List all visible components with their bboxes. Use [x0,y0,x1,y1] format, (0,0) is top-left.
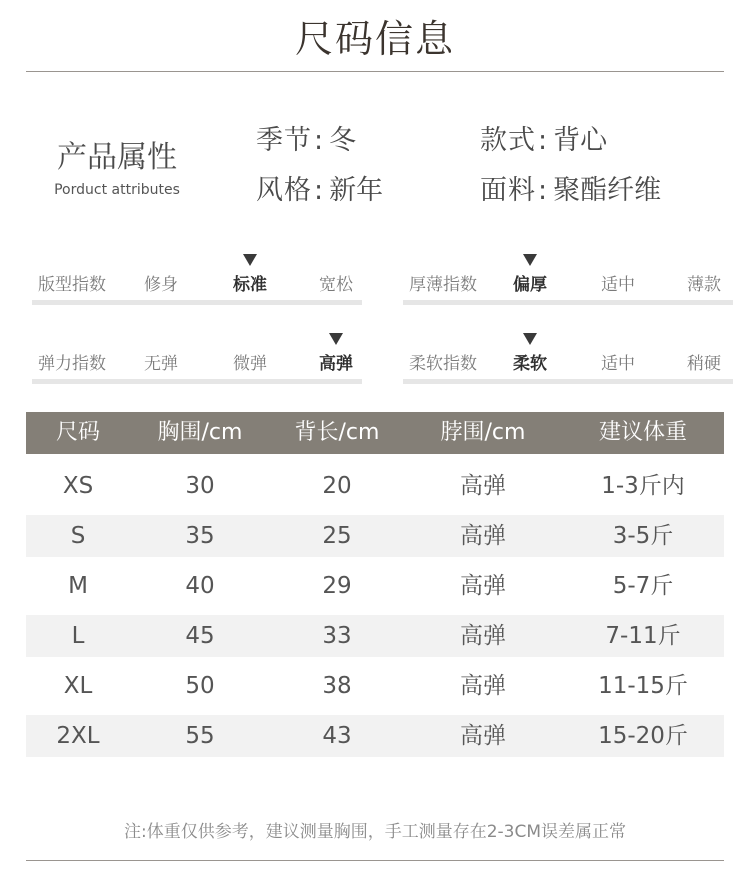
footnote: 注:体重仅供参考，建议测量胸围，手工测量存在2-3CM误差属正常 [123,822,627,842]
scale-softness-bar [403,379,733,384]
scale-elasticity-bar [32,379,362,384]
cell-back-length: 25 [322,523,352,549]
scale-fit-option: 宽松 [319,275,353,295]
cell-back-length: 33 [322,623,352,649]
scale-elasticity-option: 微弹 [233,354,267,374]
attr-fabric-value: 聚酯纤维 [553,175,662,206]
cell-neck: 高弹 [460,573,506,599]
header-weight: 建议体重 [598,420,687,445]
size-table-header [26,412,724,454]
selected-marker-icon [243,254,257,266]
scale-thickness-option: 适中 [601,275,635,295]
header-chest: 胸围/cm [157,420,243,445]
scale-elasticity [32,333,362,403]
scale-fit-option-selected: 标准 [233,275,267,295]
attributes-heading: 产品属性 [57,140,177,175]
attr-fashion: 风格: 新年 [256,175,384,206]
cell-size: M [68,573,88,599]
cell-chest: 40 [185,573,215,599]
scale-thickness-option: 薄款 [687,275,721,295]
attr-fabric: 面料: 聚酯纤维 [480,175,662,206]
attr-fashion-key: 风格 [256,175,312,206]
cell-size: L [71,623,85,649]
cell-neck: 高弹 [460,723,506,749]
header-neck: 脖围/cm [440,420,526,445]
cell-neck: 高弹 [460,523,506,549]
cell-back-length: 38 [322,673,352,699]
cell-size: 2XL [56,723,100,749]
header-size: 尺码 [55,420,100,445]
scale-softness-label: 柔软指数 [409,354,477,374]
scale-thickness [403,254,733,324]
table-row [26,465,724,507]
attr-fabric-key: 面料 [480,175,536,206]
scale-thickness-option-selected: 偏厚 [513,275,547,295]
cell-neck: 高弹 [460,623,506,649]
scale-thickness-label: 厚薄指数 [409,275,477,295]
cell-weight: 11-15斤 [598,673,688,699]
attr-season-value: 冬 [329,125,357,156]
table-row [26,665,724,707]
table-row [26,515,724,557]
table-row [26,715,724,757]
scale-softness-option: 稍硬 [687,354,721,374]
attr-season-key: 季节 [256,125,312,156]
attr-season: 季节: 冬 [256,125,357,156]
attr-fashion-value: 新年 [329,175,384,206]
scale-fit-label: 版型指数 [38,275,106,295]
cell-back-length: 43 [322,723,352,749]
scale-elasticity-label: 弹力指数 [38,354,106,374]
selected-marker-icon [523,254,537,266]
scale-elasticity-option: 无弹 [144,354,178,374]
cell-size: XL [63,673,93,699]
scale-fit [32,254,362,324]
cell-back-length: 29 [322,573,352,599]
cell-chest: 45 [185,623,215,649]
cell-neck: 高弹 [460,473,506,499]
selected-marker-icon [329,333,343,345]
table-row [26,615,724,657]
cell-chest: 55 [185,723,215,749]
attr-style-key: 款式 [480,125,536,156]
cell-weight: 3-5斤 [612,523,674,549]
cell-weight: 5-7斤 [612,573,674,599]
cell-size: S [70,523,86,549]
cell-chest: 35 [185,523,215,549]
scale-softness [403,333,733,403]
scale-thickness-bar [403,300,733,305]
selected-marker-icon [523,333,537,345]
cell-chest: 50 [185,673,215,699]
header-back-length: 背长/cm [294,420,380,445]
scale-fit-option: 修身 [144,275,178,295]
cell-weight: 15-20斤 [598,723,688,749]
cell-size: XS [62,473,94,499]
scale-elasticity-option-selected: 高弹 [319,354,353,374]
table-row [26,565,724,607]
attr-style: 款式: 背心 [480,125,608,156]
cell-weight: 7-11斤 [605,623,681,649]
attr-style-value: 背心 [553,125,608,156]
cell-back-length: 20 [322,473,352,499]
cell-weight: 1-3斤内 [601,473,685,499]
cell-neck: 高弹 [460,673,506,699]
bottom-divider [26,860,724,861]
scale-softness-option-selected: 柔软 [513,354,547,374]
scale-fit-bar [32,300,362,305]
attributes-subheading: Porduct attributes [54,182,180,198]
top-divider [26,71,724,72]
scale-softness-option: 适中 [601,354,635,374]
page-title: 尺码信息 [294,17,455,61]
cell-chest: 30 [185,473,215,499]
